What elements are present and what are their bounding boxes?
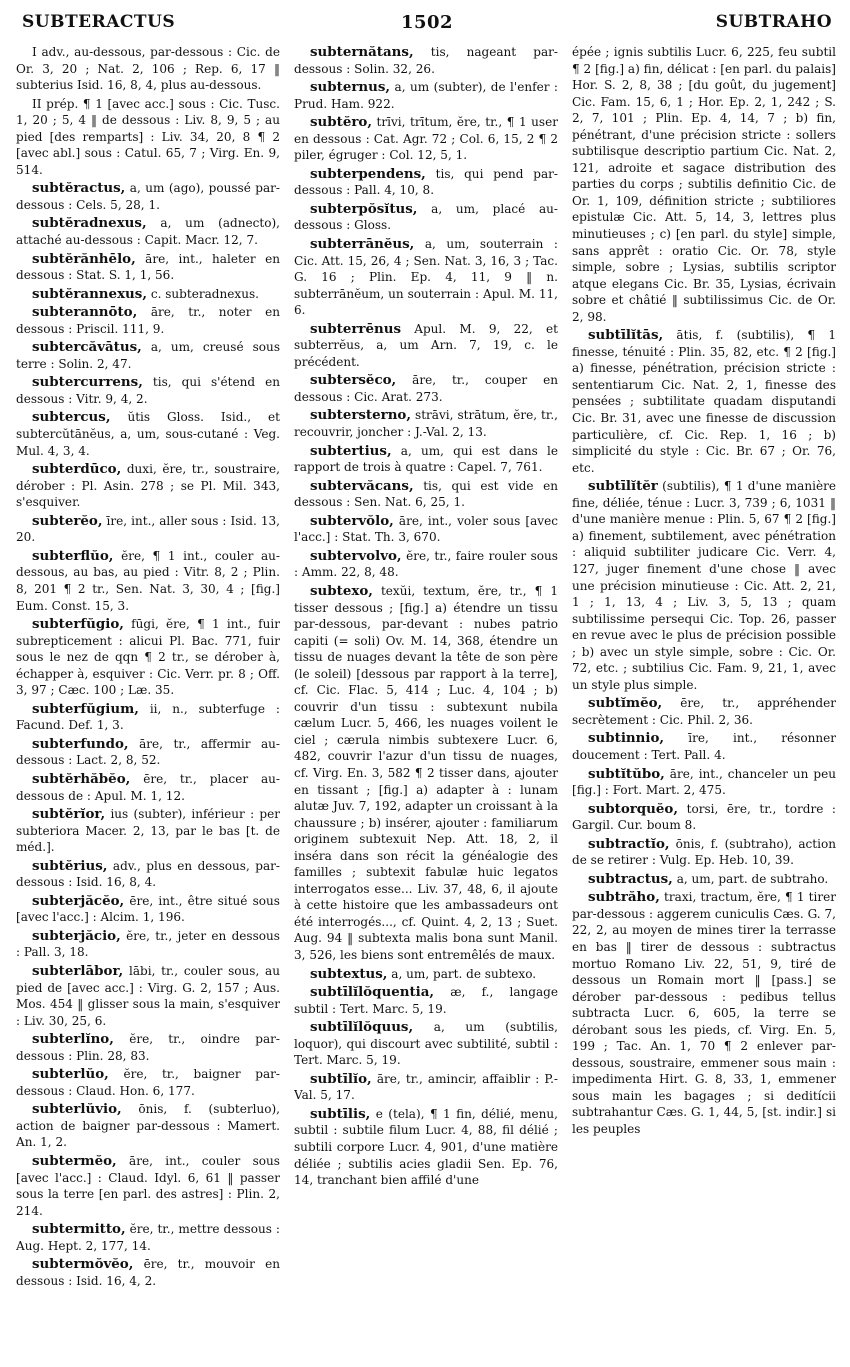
dictionary-entry <box>16 96 280 179</box>
dictionary-entry <box>294 443 558 476</box>
entry-definition: ĕre, tr., oindre par-dessous : Plin. 28, 83. <box>16 1032 280 1063</box>
entry-definition: ātis, f. (subtilis), ¶ 1 finesse, ténuité : Plin. 35, 82, etc. ¶ 2 [fig.] a) finesse, pénétration, précision stricte : sententiarum Cic. Nat. 2, 1, finesse des pensées ; subtilitate quadam disputandi Cic. Br. 31, avec une finesse de discussion particulière, cf. Cic. Rep. 1, 16 ; b) simplicité du style : Cic. Br. 67 ; Or. 76, etc. <box>572 328 836 475</box>
entry-definition: strāvi, strātum, ĕre, tr., recouvrir, joncher : J.-Val. 2, 13. <box>294 408 558 440</box>
entry-definition: Apul. M. 9, 22, et subterrĕus, a, um Arn. 7, 19, c. le précédent. <box>294 321 558 369</box>
entry-definition: īre, int., aller sous : Isid. 13, 20. <box>16 513 280 545</box>
entry-definition: ŭtis Gloss. Isid., et subtercŭtānĕus, a, um, sous-cutané : Veg. Mul. 4, 3, 4. <box>16 410 280 458</box>
dictionary-entry <box>572 730 836 763</box>
entry-headword: subternătans, <box>310 44 414 60</box>
entry-headword: subterrēnus <box>310 320 401 337</box>
dictionary-entry <box>294 321 558 371</box>
entry-headword: subtīlĭtĕr <box>588 478 658 495</box>
entry-definition: a, um, creusé sous terre : Solin. 2, 47. <box>16 340 280 371</box>
entry-definition: āre, tr., affermir au-dessous : Lact. 2, 8, 52. <box>16 736 280 768</box>
entry-headword: subtercăvātus, <box>32 339 142 356</box>
entry-definition: (subtilis), ¶ 1 d'une manière fine, déliée, ténue : Lucr. 3, 739 ; 6, 1031 ‖ d'une manière menue : Plin. 5, 67 ¶ 2 [fig.] a) finement, subtilement, avec pénétration : aliquid subtiliter judicare Cic. Verr. 4, 127, juger finement d'une chose ‖ avec une précision minutieuse : Cic. Att. 2, 21, 1 ; 1, 13, 4 ; Liv. 3, 5, 13 ; quam subtilissime persequi Cic. Top. 26, passer en revue avec le plus de précision possible ; b) avec un style simple, sobre : Cic. Or. 72, etc. ; subtilius Cic. Fam. 9, 21, 1, avec un style plus simple. <box>572 479 836 692</box>
entry-definition: ōnis, f. (subterluo), action de baigner par-dessous : Mamert. An. 1, 2. <box>16 1102 280 1150</box>
dictionary-entry <box>16 1031 280 1064</box>
entry-definition: trīvi, trītum, ĕre, tr., ¶ 1 user en dessous : Cat. Agr. 72 ; Col. 6, 15, 2 ¶ 2 piler, égruger : Col. 12, 5, 1. <box>294 115 558 163</box>
page-number: 1502 <box>400 11 454 33</box>
entry-headword: subtermĕo, <box>32 1153 117 1169</box>
dictionary-entry <box>572 44 836 325</box>
dictionary-entry <box>16 1153 280 1219</box>
entry-definition: ēre, tr., placer au-dessous de : Apul. M. 1, 12. <box>16 771 280 803</box>
dictionary-entry <box>572 871 836 888</box>
dictionary-entry <box>16 1256 280 1289</box>
entry-headword: subtīlĭo, <box>310 1070 372 1087</box>
entry-definition: traxi, tractum, ĕre, ¶ 1 tirer par-dessous : aggerem cuniculis Cæs. G. 7, 22, 2, au moyen de mines tirer la terrasse en bas ‖ tirer de dessous : subtractus mortuo Romano Liv. 22, 51, 9, tiré de dessous un Romain mort ‖ [pass.] se dérober par-dessous : pedibus tellus subtracta Lucr. 6, 605, la terre se dérobant sous les pieds, cf. Virg. En. 5, 199 ; Tac. An. 1, 70 ¶ 2 enlever par-dessous, soustraire, emmener sous main : impedimenta Hirt. G. 8, 33, 1, emmener sous main les bagages ; si deditícii subtrahantur Cæs. G. 1, 44, 5, [st. indir.] si les peuples <box>572 890 836 1136</box>
entry-headword: subterjăcĕo, <box>32 892 125 909</box>
entry-headword: subtercurrens, <box>32 374 143 391</box>
entry-headword: subterfŭgium, <box>32 700 139 717</box>
entry-definition: ēre, tr., mouvoir en dessous : Isid. 16, 4, 2. <box>16 1257 280 1288</box>
entry-definition: a, um (adnecto), attaché au-dessous : Capit. Macr. 12, 7. <box>16 216 280 248</box>
dictionary-entry <box>572 801 836 834</box>
entry-headword: subtĕrănhēlo, <box>32 250 136 267</box>
dictionary-entry <box>16 893 280 926</box>
dictionary-entry <box>572 836 836 869</box>
entry-headword: subterlŭo, <box>32 1066 109 1083</box>
dictionary-entry <box>16 1101 280 1151</box>
dictionary-entry <box>294 513 558 546</box>
entry-headword: subtercus, <box>32 409 111 426</box>
entry-definition: fūgi, ĕre, ¶ 1 int., fuir subrepticement : alicui Pl. Bac. 771, fuir sous le nez de qqn ¶ 2 tr., se dérober à, échapper à, esquiver : Cic. Verr. pr. 8 ; Off. 3, 97 ; Cæc. 100 ; Læ. 35. <box>16 617 280 698</box>
entry-headword: subtĕradnexus, <box>32 215 147 232</box>
entry-headword: subterfundo, <box>32 735 129 752</box>
dictionary-entry <box>16 461 280 511</box>
dictionary-entry <box>294 114 558 164</box>
entry-headword: subtĕrannexus, <box>32 285 147 302</box>
dictionary-entry <box>572 889 836 1137</box>
column-left <box>16 44 280 1362</box>
entry-definition: āre, int., couler sous [avec l'acc.] : Claud. Idyl. 6, 61 ‖ passer sous la terre [en parl. des astres] : Plin. 2, 214. <box>16 1154 280 1218</box>
entry-definition: āre, tr., couper en dessous : Cic. Arat. 273. <box>294 373 558 404</box>
dictionary-entry <box>16 339 280 372</box>
entry-headword: subtractĭo, <box>588 835 670 852</box>
running-head <box>22 8 832 36</box>
entry-definition: ĕre, tr., jeter en dessous : Pall. 3, 18. <box>16 928 280 960</box>
text-columns <box>16 44 836 1362</box>
entry-definition: épée ; ignis subtilis Lucr. 6, 225, feu subtil ¶ 2 [fig.] a) fin, délicat : [en parl. du palais] Hor. S. 2, 8, 38 ; [du goût, du jugement] Cic. Fam. 15, 6, 1 ; Hor. Ep. 2, 1, 242 ; S. 2, 7, 101 ; Plin. Ep. 4, 14, 7 ; b) fin, pénétrant, d'une précision stricte : sollers subtilisque descriptio partium Cic. Nat. 2, 121, adroite et sagace distribution des parties du corps ; subtilis definitio Cic. de Or. 1, 109, définition stricte ; subtiliores epistulæ Cic. Att. 5, 14, 3, lettres plus minutieuses ; c) [en parl. du style] simple, sans apprêt : oratio Cic. Or. 78, style simple, sobre ; Lysias, subtilis scriptor atque elegans Cic. Br. 35, Lysias, écrivain sobre et châtié ‖ subtilissimus Cic. de Or. 2, 98. <box>572 45 836 324</box>
entry-headword: subternus, <box>310 79 391 96</box>
entry-definition: a, um, qui est dans le rapport de trois à quatre : Capel. 7, 761. <box>294 443 558 475</box>
entry-headword: subtĕractus, <box>32 180 126 197</box>
entry-headword: subtermŏvĕo, <box>32 1256 134 1273</box>
running-head-first-word: SUBTERACTUS <box>22 12 176 32</box>
dictionary-entry <box>294 201 558 234</box>
dictionary-entry <box>294 44 558 77</box>
entry-headword: subterlŭvio, <box>32 1101 122 1118</box>
entry-headword: subterlĭno, <box>32 1031 114 1048</box>
dictionary-entry <box>16 616 280 699</box>
entry-headword: subterjăcio, <box>32 927 121 944</box>
entry-definition: tis, nageant par-dessous : Solin. 32, 26. <box>294 45 558 76</box>
entry-headword: subtrăho, <box>588 889 660 906</box>
entry-definition: āre, int., chanceler un peu [fig.] : Fort. Mart. 2, 475. <box>572 766 836 798</box>
dictionary-entry <box>16 806 280 856</box>
entry-definition: āre, tr., amincir, affaiblir : P.-Val. 5, 17. <box>294 1071 558 1103</box>
dictionary-entry <box>572 478 836 693</box>
entry-definition: a, um (ago), poussé par-dessous : Cels. 5, 28, 1. <box>16 181 280 212</box>
entry-headword: subterĕo, <box>32 512 103 529</box>
dictionary-entry <box>16 1066 280 1099</box>
entry-headword: subtersĕco, <box>310 372 397 389</box>
entry-definition: ēre, tr., appréhender secrètement : Cic. Phil. 2, 36. <box>572 696 836 727</box>
entry-definition: æ, f., langage subtil : Tert. Marc. 5, 19. <box>294 985 558 1016</box>
dictionary-entry <box>294 548 558 581</box>
entry-definition: ōnis, f. (subtraho), action de se retirer : Vulg. Ep. Heb. 10, 39. <box>572 836 836 868</box>
dictionary-entry <box>294 79 558 112</box>
entry-headword: subtinnio, <box>588 730 665 747</box>
entry-headword: subtextus, <box>310 965 388 982</box>
entry-definition: a, um (subtilis, loquor), qui discourt avec subtilité, subtil : Tert. Marc. 5, 19. <box>294 1020 558 1068</box>
dictionary-entry <box>294 478 558 511</box>
entry-headword: subterpŏsĭtus, <box>310 200 418 217</box>
entry-headword: subterfŭgio, <box>32 616 124 633</box>
entry-headword: subtīlĭtās, <box>588 327 664 344</box>
entry-definition: a, um, part. de subtexo. <box>391 966 537 981</box>
dictionary-entry <box>16 771 280 804</box>
dictionary-entry <box>16 44 280 94</box>
entry-definition: a, um, part. de subtraho. <box>676 871 829 886</box>
entry-headword: subtervăcans, <box>310 477 414 494</box>
entry-definition: e (tela), ¶ 1 fin, délié, menu, subtil : subtile filum Lucr. 4, 88, fil délié ; subtili corpore Lucr. 4, 901, d'une matière déliée ; subtilis acies gladii Sen. Ep. 76, 14, tranchant bien affilé d'une <box>294 1106 558 1188</box>
entry-headword: subterdūco, <box>32 461 122 478</box>
dictionary-entry <box>294 166 558 199</box>
dictionary-entry <box>16 548 280 614</box>
dictionary-entry <box>294 583 558 964</box>
dictionary-entry <box>16 251 280 284</box>
entry-definition: duxi, ĕre, tr., soustraire, dérober : Pl. Asin. 278 ; se Pl. Mil. 343, s'esquiver. <box>16 462 280 510</box>
entry-definition: torsi, ēre, tr., tordre : Gargil. Cur. boum 8. <box>572 801 836 833</box>
entry-headword: subtīlĭlŏquus, <box>310 1019 414 1036</box>
entry-headword: subtĕro, <box>310 114 372 131</box>
entry-definition: tis, qui s'étend en dessous : Vitr. 9, 4, 2. <box>16 375 280 406</box>
entry-definition: āre, int., haleter en dessous : Stat. S. 1, 1, 56. <box>16 251 280 283</box>
entry-headword: subtorquĕo, <box>588 800 679 817</box>
entry-headword: subtexo, <box>310 582 373 599</box>
entry-definition: ĕre, tr., mettre dessous : Aug. Hept. 2, 177, 14. <box>16 1222 280 1253</box>
entry-definition: īre, int., résonner doucement : Tert. Pall. 4. <box>572 731 836 762</box>
dictionary-entry <box>294 984 558 1017</box>
entry-headword: subtĕrĭor, <box>32 806 106 823</box>
entry-headword: subtĭtŭbo, <box>588 765 665 782</box>
dictionary-entry <box>16 374 280 407</box>
dictionary-entry <box>16 180 280 213</box>
entry-headword: subtermitto, <box>32 1221 126 1238</box>
entry-definition: tis, qui est vide en dessous : Sen. Nat. 6, 25, 1. <box>294 478 558 510</box>
dictionary-entry <box>572 695 836 728</box>
dictionary-entry <box>294 1019 558 1069</box>
dictionary-entry <box>16 513 280 546</box>
dictionary-entry <box>16 215 280 248</box>
column-middle <box>294 44 558 1362</box>
entry-definition: a, um, souterrain : Cic. Att. 15, 26, 4 ; Sen. Nat. 3, 16, 3 ; Tac. G. 16 ; Plin. Ep. 4, 11, 9 ‖ n. subterrānĕum, un souterrain : Apul. M. 11, 6. <box>294 237 558 318</box>
entry-definition: adv., plus en dessous, par-dessous : Isid. 16, 8, 4. <box>16 858 280 890</box>
dictionary-entry <box>294 236 558 319</box>
entry-definition: ĕre, tr., faire rouler sous : Amm. 22, 8, 48. <box>294 548 558 580</box>
entry-definition: I adv., au-dessous, par-dessous : Cic. de Or. 3, 20 ; Nat. 2, 106 ; Rep. 6, 17 ‖ subterius Isid. 16, 8, 4, plus au-dessous. <box>16 45 280 93</box>
dictionary-entry <box>16 286 280 303</box>
entry-headword: subtersterno, <box>310 407 412 424</box>
dictionary-entry <box>16 701 280 734</box>
entry-definition: II prép. ¶ 1 [avec acc.] sous : Cic. Tusc. 1, 20 ; 5, 4 ‖ de dessous : Liv. 8, 9, 5 ; au pied [des remparts] : Liv. 34, 20, 8 ¶ 2 [avec abl.] sous : Catul. 65, 7 ; Virg. En. 9, 514. <box>16 96 280 177</box>
entry-headword: subterrānĕus, <box>310 236 415 253</box>
dictionary-entry <box>16 409 280 459</box>
entry-headword: subtīlis, <box>310 1105 371 1122</box>
entry-definition: c. subteradnexus. <box>150 286 259 301</box>
dictionary-entry <box>572 766 836 799</box>
dictionary-entry <box>16 963 280 1029</box>
entry-definition: tis, qui pend par-dessous : Pall. 4, 10, 8. <box>294 166 558 198</box>
entry-definition: lābi, tr., couler sous, au pied de [avec acc.] : Virg. G. 2, 157 ; Aus. Mos. 454 ‖ glisser sous la main, s'esquiver : Liv. 30, 25, 6. <box>16 963 280 1028</box>
entry-headword: subtĭmĕo, <box>588 695 663 712</box>
dictionary-entry <box>294 372 558 405</box>
entry-headword: subtractus, <box>588 870 673 887</box>
entry-definition: ius (subter), inférieur : per subteriora Macer. 2, 13, par le bas [t. de méd.]. <box>16 807 280 855</box>
entry-definition: āre, int., voler sous [avec l'acc.] : Stat. Th. 3, 670. <box>294 513 558 545</box>
entry-headword: subtervolvo, <box>310 547 402 564</box>
dictionary-entry <box>572 327 836 476</box>
entry-headword: subtīlĭlŏquentia, <box>310 984 435 1001</box>
entry-headword: subterflŭo, <box>32 547 114 564</box>
entry-headword: subterlābor, <box>32 962 124 979</box>
entry-definition: ĕre, tr., baigner par-dessous : Claud. Hon. 6, 177. <box>16 1067 280 1098</box>
entry-headword: subtĕrius, <box>32 857 108 874</box>
dictionary-entry <box>294 966 558 983</box>
dictionary-entry <box>294 1106 558 1189</box>
entry-headword: subtervŏlo, <box>310 512 394 529</box>
dictionary-entry <box>16 1221 280 1254</box>
entry-definition: ĕre, ¶ 1 int., couler au-dessous, au bas, au pied : Vitr. 8, 2 ; Plin. 8, 201 ¶ 2 tr., Sen. Nat. 3, 30, 4 ; [fig.] Eum. Const. 15, 3. <box>16 548 280 613</box>
dictionary-entry <box>16 858 280 891</box>
entry-headword: subtĕrhăbĕo, <box>32 770 131 787</box>
dictionary-entry <box>294 1071 558 1104</box>
column-right <box>572 44 836 1362</box>
entry-definition: ii, n., subterfuge : Facund. Def. 1, 3. <box>16 701 280 733</box>
entry-definition: a, um, placé au-dessous : Gloss. <box>294 201 558 233</box>
dictionary-entry <box>16 736 280 769</box>
dictionary-entry <box>294 407 558 440</box>
entry-definition: ēre, int., être situé sous [avec l'acc.] : Alcim. 1, 196. <box>16 893 280 925</box>
dictionary-entry <box>16 928 280 961</box>
entry-headword: subterpendens, <box>310 165 426 182</box>
entry-definition: texŭi, textum, ĕre, tr., ¶ 1 tisser dessous ; [fig.] a) étendre un tissu par-dessous, par-devant : nubes patrio capiti (= soli) Ov. M. 14, 368, étendre un tissu de nuages devant la tête de son père (le soleil) [dessous par rapport à la terre], cf. Cic. Flac. 5, 414 ; Luc. 4, 104 ; b) couvrir d'un tissu : subtexunt nubila cælum Lucr. 5, 466, les nuages voilent le ciel ; cærula nimbis subtexere Lucr. 6, 482, couvrir l'azur d'un tissu de nuages, cf. Virg. En. 3, 582 ¶ 2 tisser dans, ajouter en tissant ; [fig.] a) adapter à : lunam alutæ Juv. 7, 192, adapter un croissant à la chaussure ; b) insérer, ajouter : familiarum originem subtexuit Nep. Att. 18, 2, il inséra dans son récit la généalogie des familles ; subtexit fabulæ huic legatos interrogatos esse... Liv. 37, 48, 6, il ajoute à cette histoire que les ambassadeurs ont été interrogés..., cf. Quint. 4, 2, 13 ; Suet. Aug. 94 ‖ subtexta malis bona sunt Manil. 3, 526, les biens sont entremêlés de maux. <box>294 583 558 962</box>
running-head-last-word: SUBTRAHO <box>715 12 832 32</box>
entry-headword: subtertius, <box>310 442 392 459</box>
dictionary-entry <box>16 304 280 337</box>
entry-definition: a, um (subter), de l'enfer : Prud. Ham. 922. <box>294 80 558 111</box>
entry-headword: subterannōto, <box>32 304 138 321</box>
entry-definition: āre, tr., noter en dessous : Priscil. 111, 9. <box>16 305 280 336</box>
